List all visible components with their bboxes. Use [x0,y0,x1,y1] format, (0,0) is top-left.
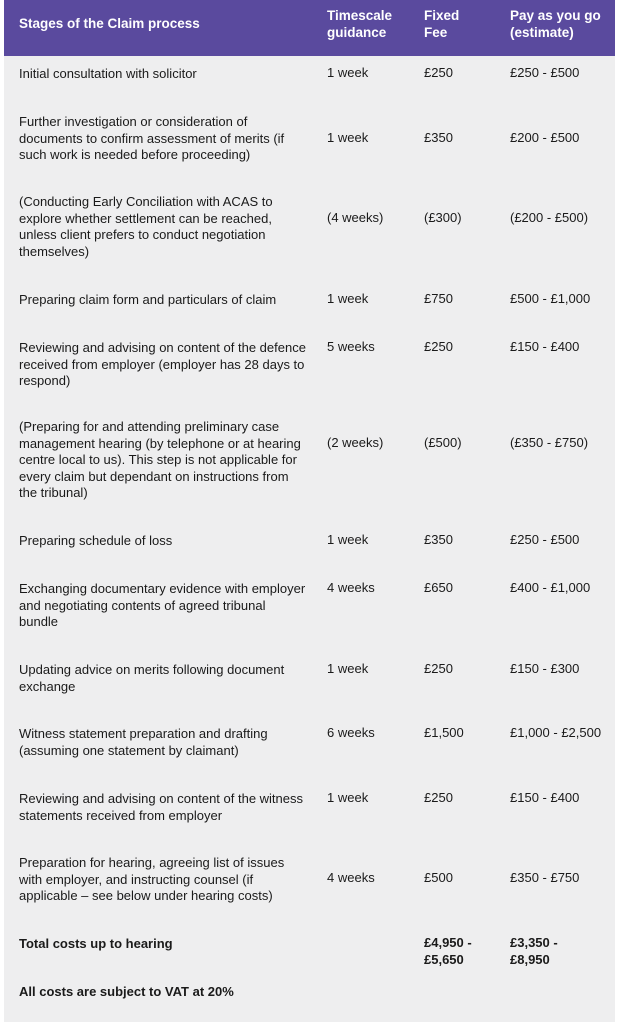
table-header [4,0,615,56]
row-timescale: 1 week [327,661,369,676]
row-timescale: (4 weeks) [327,210,384,225]
row-stage: Preparing schedule of loss [19,533,173,548]
row-fixed-fee: £250 [424,65,453,80]
row-timescale: 6 weeks [327,725,375,740]
row-timescale: 4 weeks [327,580,375,595]
row-stage: Witness statement preparation and drafting (assuming one statement by claimant) [19,726,268,758]
total-pay-as-you-go: £3,350 - £8,950 [510,935,558,967]
header-pay-as-you-go: Pay as you go (estimate) [510,8,601,40]
row-pay-as-you-go: £250 - £500 [510,65,580,80]
row-pay-as-you-go: £400 - £1,000 [510,580,591,595]
row-pay-as-you-go: £150 - £300 [510,661,580,676]
header-stage: Stages of the Claim process [19,16,200,31]
row-pay-as-you-go: £150 - £400 [510,339,580,354]
total-label: Total costs up to hearing [19,936,173,951]
row-stage: (Conducting Early Conciliation with ACAS to explore whether settlement can be reached, unless client prefers to conduct negotiation themselves) [19,194,273,259]
row-fixed-fee: £250 [424,790,453,805]
row-stage: Reviewing and advising on content of the witness statements received from employer [19,791,304,823]
row-fixed-fee: (£300) [424,210,462,225]
vat-note: All costs are subject to VAT at 20% [19,984,234,999]
row-pay-as-you-go: (£200 - £500) [510,210,589,225]
row-pay-as-you-go: £150 - £400 [510,790,580,805]
row-stage: Updating advice on merits following document exchange [19,662,285,694]
row-pay-as-you-go: (£350 - £750) [510,435,589,450]
row-pay-as-you-go: £250 - £500 [510,532,580,547]
row-fixed-fee: £500 [424,870,453,885]
row-timescale: 1 week [327,790,369,805]
row-pay-as-you-go: £350 - £750 [510,870,580,885]
row-timescale: 5 weeks [327,339,375,354]
row-stage: Initial consultation with solicitor [19,66,197,81]
row-timescale: 1 week [327,291,369,306]
row-timescale: 1 week [327,532,369,547]
row-fixed-fee: £1,500 [424,725,464,740]
row-fixed-fee: £350 [424,130,453,145]
row-stage: Exchanging documentary evidence with employer and negotiating contents of agreed tribunal bundle [19,581,306,629]
header-timescale: Timescale guidance [327,8,393,40]
total-fixed-fee: £4,950 - £5,650 [424,935,472,967]
row-fixed-fee: £650 [424,580,453,595]
header-fixed-fee: Fixed Fee [424,8,460,40]
row-fixed-fee: £350 [424,532,453,547]
row-fixed-fee: £750 [424,291,453,306]
row-stage: Further investigation or consideration of documents to confirm assessment of merits (if such work is needed before proceeding) [19,114,285,162]
row-pay-as-you-go: £200 - £500 [510,130,580,145]
row-pay-as-you-go: £500 - £1,000 [510,291,591,306]
row-pay-as-you-go: £1,000 - £2,500 [510,725,602,740]
row-stage: Preparation for hearing, agreeing list of issues with employer, and instructing counsel (if applicable – see below under hearing costs) [19,855,285,903]
row-stage: Preparing claim form and particulars of claim [19,292,277,307]
row-timescale: 1 week [327,130,369,145]
row-fixed-fee: £250 [424,339,453,354]
claim-costs-table [4,0,615,1022]
row-stage: (Preparing for and attending preliminary case management hearing (by telephone or at hearing centre local to us). This step is not applicable for every claim but dependant on instructions from the tribunal) [19,419,301,500]
row-timescale: 1 week [327,65,369,80]
row-fixed-fee: £250 [424,661,453,676]
row-timescale: 4 weeks [327,870,375,885]
row-stage: Reviewing and advising on content of the defence received from employer (employer has 28 days to respond) [19,340,306,388]
row-fixed-fee: (£500) [424,435,462,450]
row-timescale: (2 weeks) [327,435,384,450]
